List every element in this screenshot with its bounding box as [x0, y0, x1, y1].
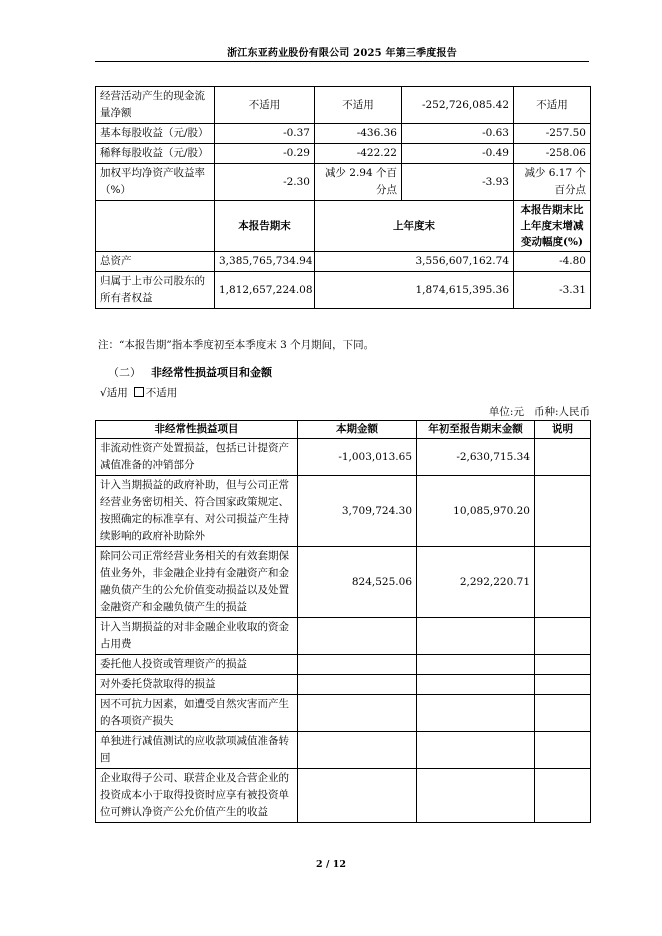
table-row	[96, 124, 591, 144]
table-row	[96, 272, 591, 309]
report-header: 浙江东亚药业股份有限公司 2025 年第三季度报告	[227, 48, 457, 59]
applicable-label: √适用	[100, 387, 128, 399]
section-number: （二）	[108, 366, 141, 379]
cell-value: -422.22	[315, 144, 402, 164]
ytd-amount	[417, 655, 535, 675]
cell-value: 不适用	[215, 87, 315, 124]
cell-value: 1,874,615,395.36	[315, 272, 514, 309]
remark	[535, 732, 591, 769]
cell-value: -0.37	[215, 124, 315, 144]
applicability-line	[100, 385, 177, 400]
cell-value: -0.49	[402, 144, 514, 164]
item-label: 委托他人投资或管理资产的损益	[96, 655, 298, 675]
remark	[535, 769, 591, 823]
non-recurring-items-table	[95, 420, 591, 823]
unit-label: 单位:元	[488, 406, 524, 418]
table-row	[96, 769, 591, 823]
item-label: 计入当期损益的对非金融企业收取的资金占用费	[96, 618, 298, 655]
header-divider	[95, 61, 589, 62]
column-header: 本报告期末比上年度末增减变动幅度(%)	[514, 201, 591, 252]
currency-label: 币种:人民币	[533, 406, 590, 418]
current-amount: 3,709,724.30	[298, 476, 417, 547]
ytd-amount	[417, 618, 535, 655]
cell-value: -436.36	[315, 124, 402, 144]
ytd-amount	[417, 769, 535, 823]
cell-value: 3,556,607,162.74	[315, 252, 514, 272]
row-label: 经营活动产生的现金流量净额	[96, 87, 215, 124]
not-applicable-label: 不适用	[145, 387, 178, 399]
cell-value: -2.30	[215, 164, 315, 201]
cell-value: 不适用	[315, 87, 402, 124]
table-row	[96, 655, 591, 675]
ytd-amount	[417, 695, 535, 732]
current-amount	[298, 618, 417, 655]
cell-value: -3.93	[402, 164, 514, 201]
ytd-amount: 10,085,970.20	[417, 476, 535, 547]
cell-value: 减少 2.94 个百分点	[315, 164, 402, 201]
column-header: 上年度末	[315, 201, 514, 252]
row-label: 基本每股收益（元/股）	[96, 124, 215, 144]
remark	[535, 476, 591, 547]
item-label: 单独进行减值测试的应收款项减值准备转回	[96, 732, 298, 769]
cell-value: 3,385,765,734.94	[215, 252, 315, 272]
cell-value: 1,812,657,224.08	[215, 272, 315, 309]
current-amount: 824,525.06	[298, 547, 417, 618]
remark	[535, 439, 591, 476]
column-header: 本期金额	[298, 421, 417, 439]
current-amount	[298, 655, 417, 675]
table-row	[96, 87, 591, 124]
current-amount: -1,003,013.65	[298, 439, 417, 476]
table-row	[96, 439, 591, 476]
column-header: 说明	[535, 421, 591, 439]
ytd-amount	[417, 732, 535, 769]
column-header: 年初至报告期末金额	[417, 421, 535, 439]
item-label: 非流动性资产处置损益，包括已计提资产减值准备的冲销部分	[96, 439, 298, 476]
page-number: 2 / 12	[316, 859, 346, 870]
table-row	[96, 144, 591, 164]
remark	[535, 675, 591, 695]
current-amount	[298, 769, 417, 823]
cell-value: 不适用	[514, 87, 591, 124]
table-row	[96, 675, 591, 695]
table-row	[96, 164, 591, 201]
section-heading	[108, 364, 272, 380]
current-amount	[298, 695, 417, 732]
empty-cell	[96, 201, 215, 252]
section-title: 非经常性损益项目和金额	[151, 366, 272, 379]
ytd-amount: -2,630,715.34	[417, 439, 535, 476]
current-amount	[298, 675, 417, 695]
cell-value: 减少 6.17 个百分点	[514, 164, 591, 201]
item-label: 计入当期损益的政府补助，但与公司正常经营业务密切相关、符合国家政策规定、按照确定的标准享有、对公司损益产生持续影响的政府补助除外	[96, 476, 298, 547]
cell-value: -257.50	[514, 124, 591, 144]
item-label: 除同公司正常经营业务相关的有效套期保值业务外，非金融企业持有金融资产和金融负债产生的公允价值变动损益以及处置金融资产和金融负债产生的损益	[96, 547, 298, 618]
remark	[535, 618, 591, 655]
cell-value: -0.29	[215, 144, 315, 164]
item-label: 对外委托贷款取得的损益	[96, 675, 298, 695]
table-row	[96, 252, 591, 272]
table-row	[96, 732, 591, 769]
unit-line	[489, 404, 590, 419]
table-header	[96, 421, 591, 439]
row-label: 稀释每股收益（元/股）	[96, 144, 215, 164]
item-label: 因不可抗力因素，如遭受自然灾害而产生的各项资产损失	[96, 695, 298, 732]
column-header: 非经常性损益项目	[96, 421, 298, 439]
remark	[535, 695, 591, 732]
row-label: 归属于上市公司股东的所有者权益	[96, 272, 215, 309]
cell-value: -252,726,085.42	[402, 87, 514, 124]
cell-value: -4.80	[514, 252, 591, 272]
current-amount	[298, 732, 417, 769]
column-header: 本报告期末	[215, 201, 315, 252]
cell-value: -0.63	[402, 124, 514, 144]
financial-indicators-table	[95, 86, 591, 309]
table-row	[96, 547, 591, 618]
remark	[535, 655, 591, 675]
row-label: 总资产	[96, 252, 215, 272]
footnote: 注：“本报告期”指本季度初至本季度末 3 个月期间，下同。	[98, 339, 375, 351]
item-label: 企业取得子公司、联营企业及合营企业的投资成本小于取得投资时应享有被投资单位可辨认净资产公允价值产生的收益	[96, 769, 298, 823]
table-row	[96, 476, 591, 547]
remark	[535, 547, 591, 618]
table-row	[96, 618, 591, 655]
ytd-amount	[417, 675, 535, 695]
cell-value: -258.06	[514, 144, 591, 164]
table-subheader	[96, 201, 591, 252]
row-label: 加权平均净资产收益率（%）	[96, 164, 215, 201]
unchecked-box-icon	[134, 387, 144, 397]
cell-value: -3.31	[514, 272, 591, 309]
table-row	[96, 695, 591, 732]
ytd-amount: 2,292,220.71	[417, 547, 535, 618]
